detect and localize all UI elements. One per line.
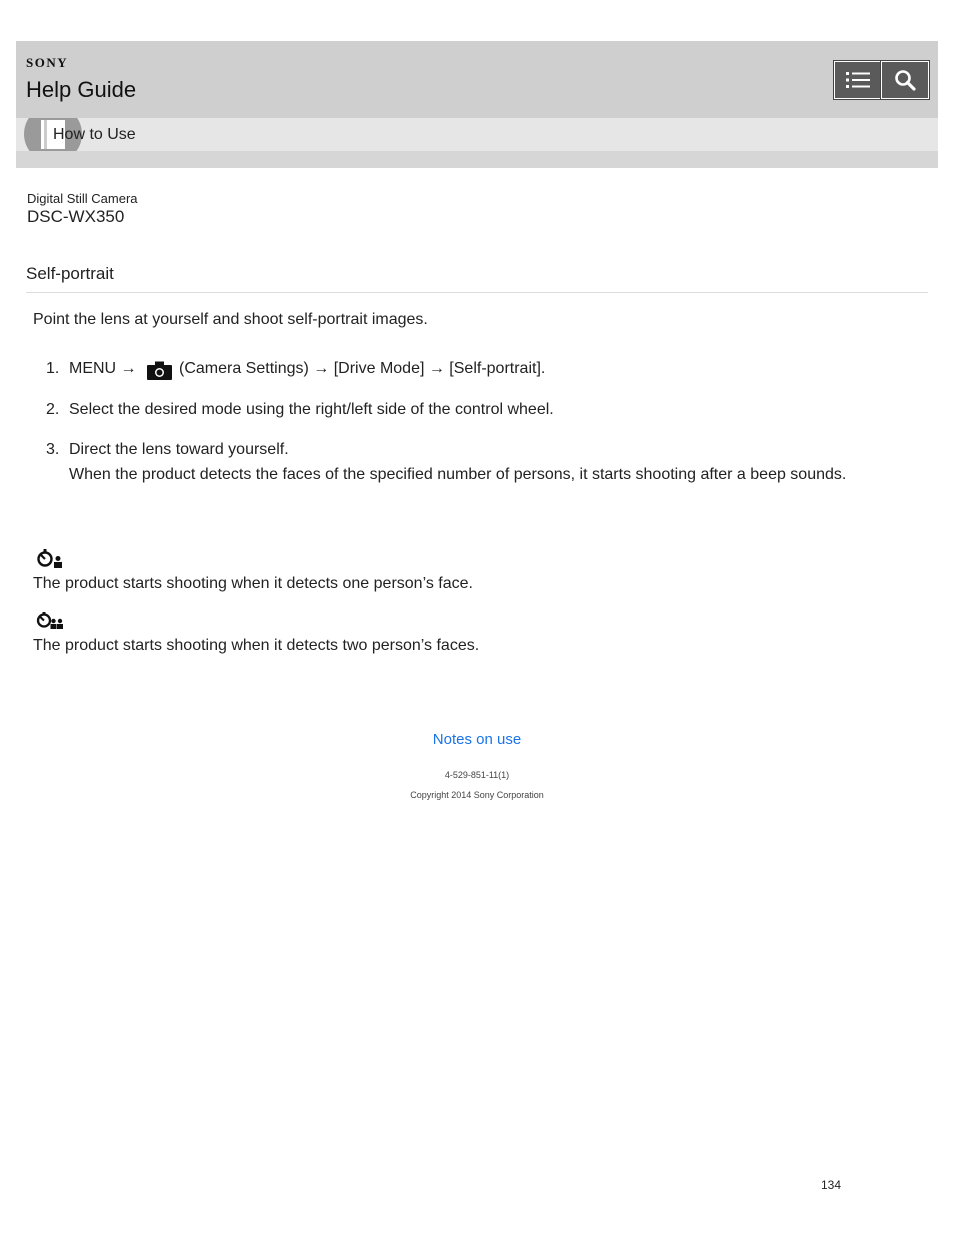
header bbox=[16, 41, 938, 168]
self-timer-two-persons-icon bbox=[36, 612, 64, 630]
sony-logo: SONY bbox=[26, 55, 69, 70]
step-3-detail: When the product detects the faces of the specified number of persons, it starts shooting after a beep sounds. bbox=[69, 466, 847, 483]
page-title: Self-portrait bbox=[26, 264, 114, 283]
search-button[interactable] bbox=[881, 61, 929, 99]
breadcrumb-how-to-use[interactable]: How to Use bbox=[53, 126, 136, 143]
search-icon bbox=[893, 68, 917, 92]
help-guide-title[interactable]: Help Guide bbox=[26, 77, 137, 102]
intro-text: Point the lens at yourself and shoot self-portrait images. bbox=[33, 311, 428, 328]
notes-on-use-link[interactable]: Notes on use bbox=[432, 731, 522, 748]
product-kind: Digital Still Camera bbox=[27, 191, 138, 206]
breadcrumb bbox=[16, 118, 938, 151]
camera-icon bbox=[147, 360, 172, 380]
page-number: 134 bbox=[821, 1178, 842, 1192]
mode-description-one-person: The product starts shooting when it detects one person’s face. bbox=[33, 575, 473, 592]
self-timer-one-person-icon bbox=[36, 549, 64, 569]
step-number: 3. bbox=[46, 441, 60, 458]
step-text-menu: MENU → bbox=[69, 360, 137, 377]
breadcrumb-bottom-bar bbox=[16, 151, 938, 168]
mode-description-two-persons: The product starts shooting when it detects two person’s faces. bbox=[33, 637, 480, 654]
product-model: DSC-WX350 bbox=[27, 207, 125, 226]
step-text: Direct the lens toward yourself. bbox=[69, 441, 289, 458]
step-number: 2. bbox=[46, 401, 60, 418]
step-text: Select the desired mode using the right/left side of the control wheel. bbox=[69, 401, 554, 418]
title-divider bbox=[26, 292, 928, 293]
step-text-settings: (Camera Settings) → [Drive Mode] → [Self-portrait]. bbox=[179, 360, 546, 377]
toc-button[interactable] bbox=[834, 61, 882, 99]
step-number: 1. bbox=[46, 360, 60, 377]
header-top bbox=[16, 41, 938, 118]
copyright: Copyright 2014 Sony Corporation bbox=[410, 790, 544, 800]
document-id: 4-529-851-11(1) bbox=[444, 770, 510, 780]
list-icon bbox=[845, 70, 871, 90]
